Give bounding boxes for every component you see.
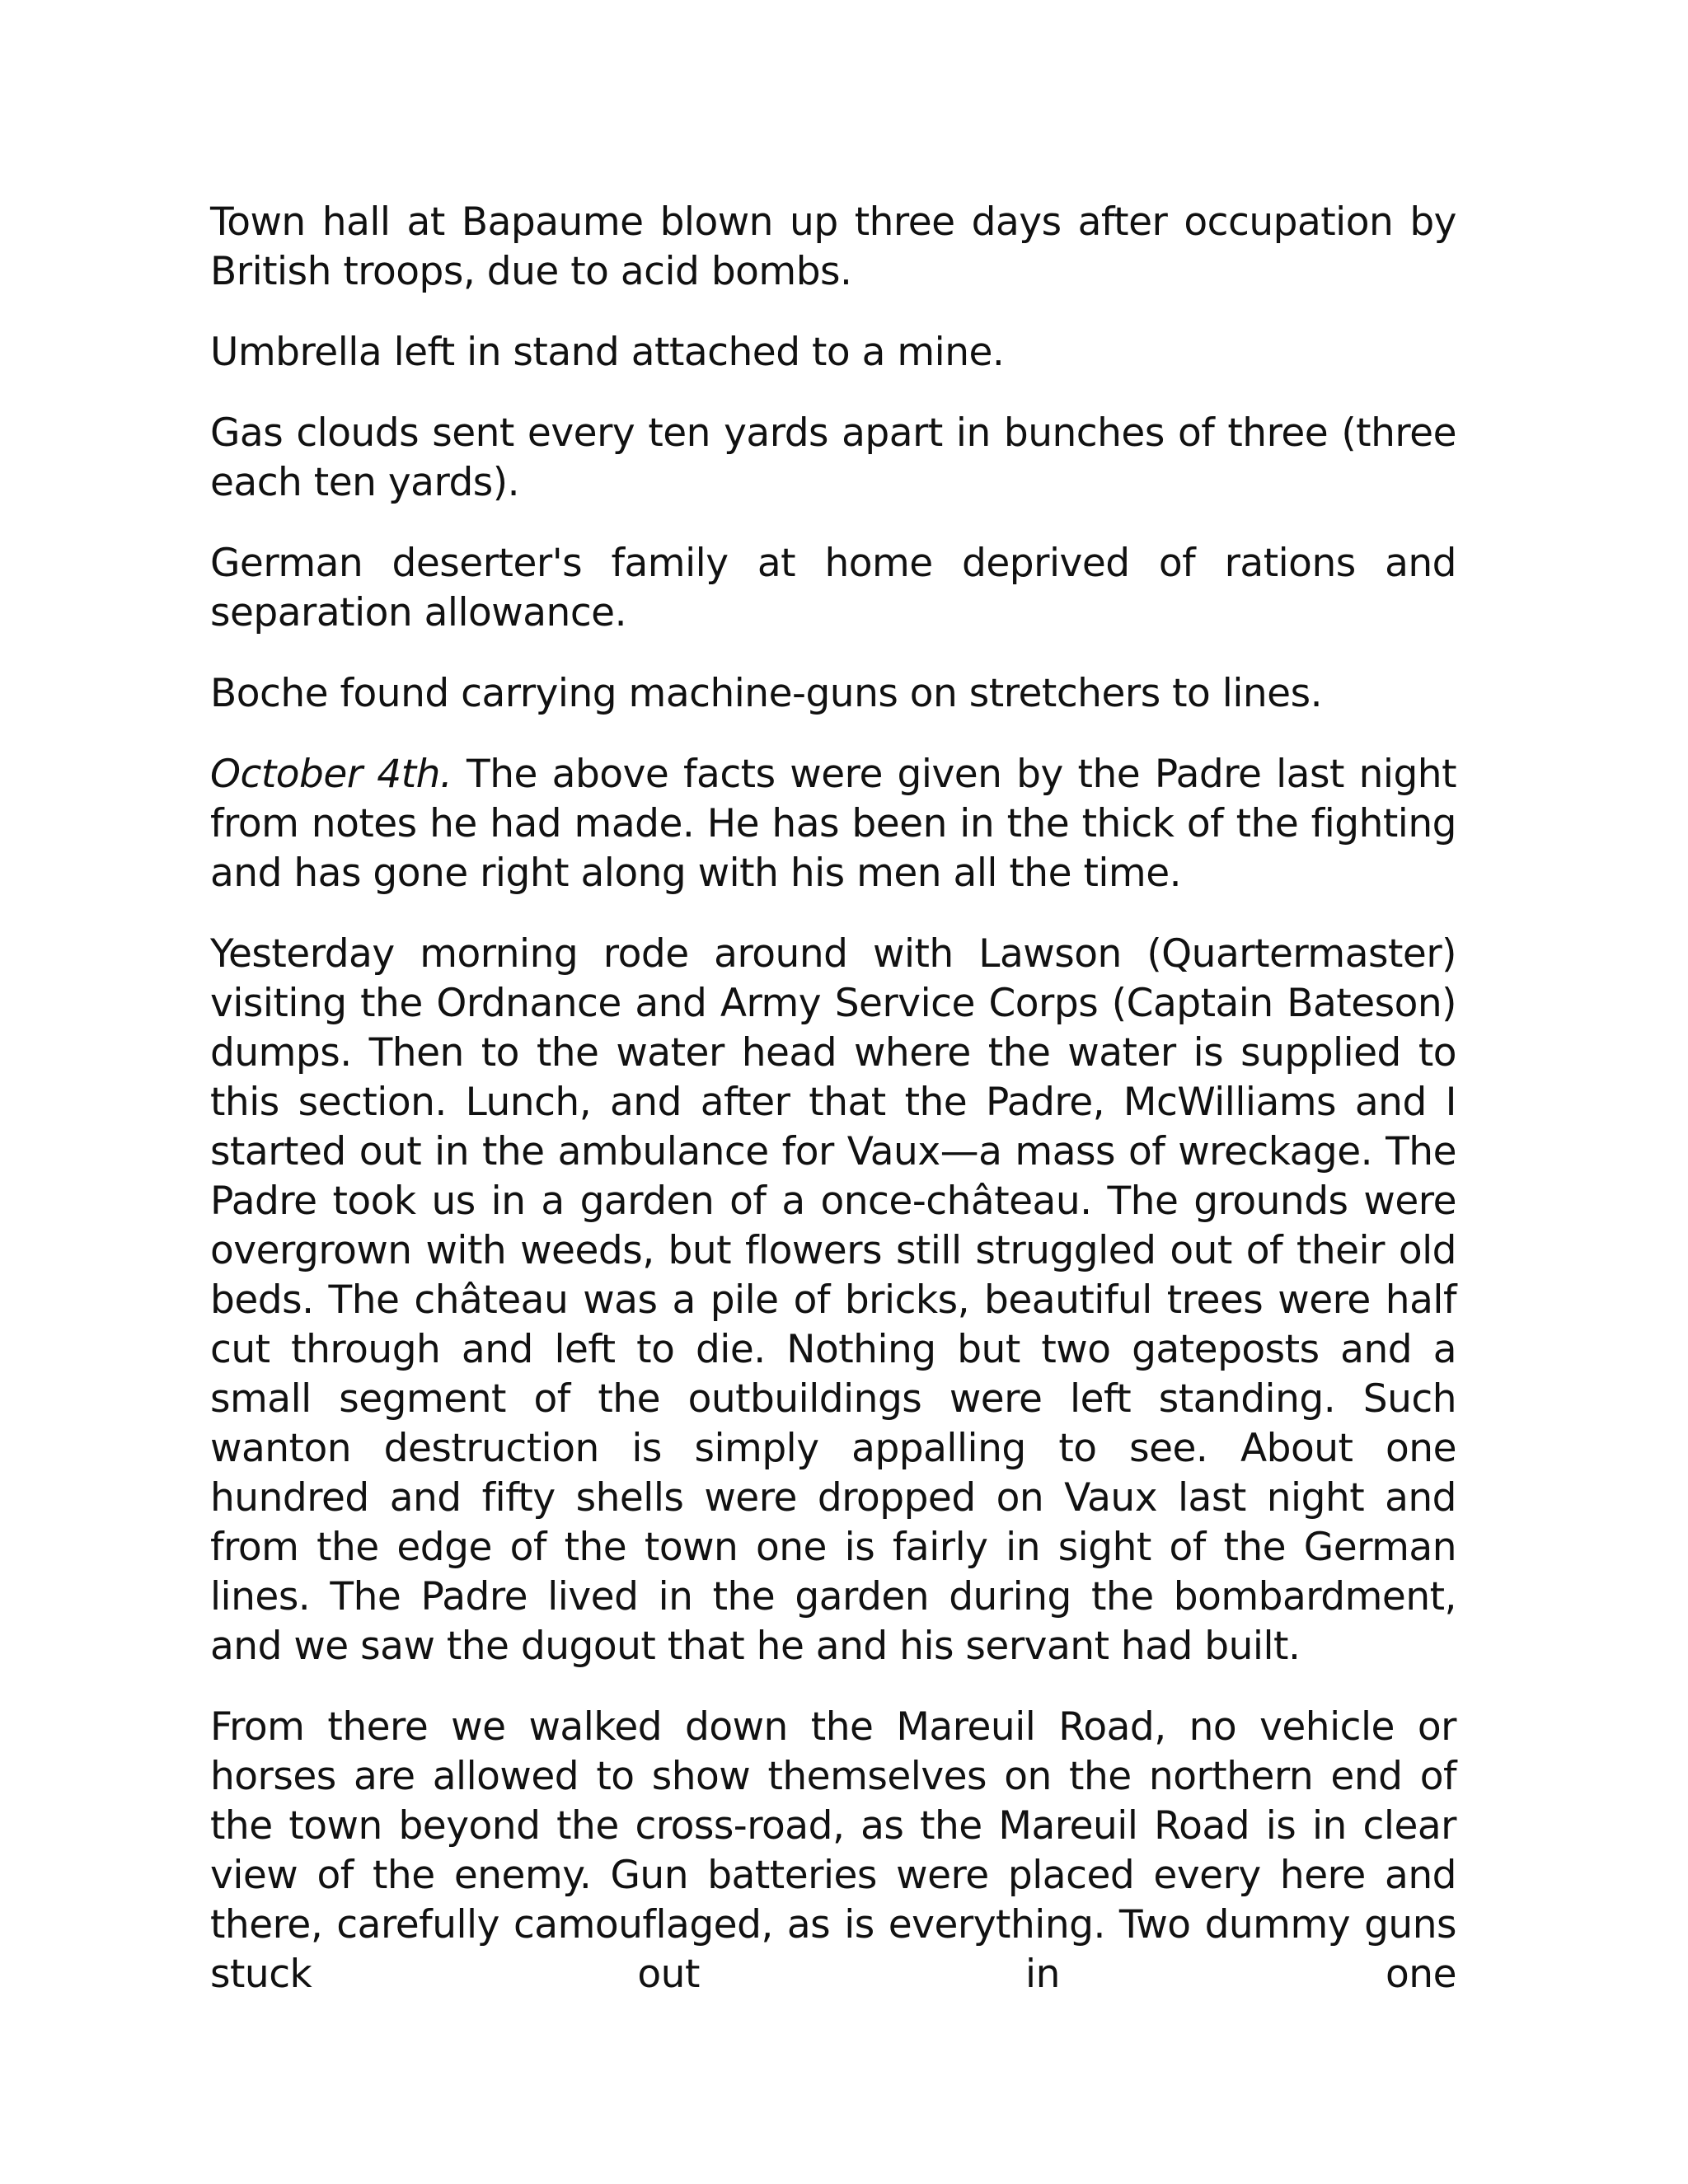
paragraph-deserter [210,539,1456,638]
paragraph-text: Boche found carrying machine-guns on stretchers to lines. [210,671,1323,716]
paragraph-text: Umbrella left in stand attached to a mine. [210,330,1005,375]
paragraph-vaux [210,930,1456,1671]
paragraph-bapaume [210,198,1456,297]
paragraph-boche [210,669,1456,719]
document-page [210,198,1456,1999]
paragraph-mareuil-road [210,1703,1456,1999]
paragraph-gas-clouds [210,409,1456,508]
entry-date: October 4th. [210,752,452,797]
paragraph-text: Yesterday morning rode around with Lawson (Quartermaster) visiting the Ordnance and Army Service Corps (Captain Bateson) dumps. Then to the water head where the water is supplied to this section. Lunch, and after that the Padre, McWilliams and I started out in the ambulance for Vaux—a mass of wreckage. The Padre took us in a garden of a once-château. The grounds were overgrown with weeds, but flowers still struggled out of their old beds. The château was a pile of bricks, beautiful trees were half cut through and left to die. Nothing but two gateposts and a small segment of the outbuildings were left standing. Such wanton destruction is simply appalling to see. About one hundred and fifty shells were dropped on Vaux last night and from the edge of the town one is fairly in sight of the German lines. The Padre lived in the garden during the bombardment, and we saw the dugout that he and his servant had built. [210,931,1456,1669]
paragraph-text: Gas clouds sent every ten yards apart in bunches of three (three each ten yards). [210,410,1456,505]
paragraph-text: Town hall at Bapaume blown up three days after occupation by British troops, due to acid bombs. [210,199,1456,294]
paragraph-umbrella [210,328,1456,377]
paragraph-text: From there we walked down the Mareuil Road, no vehicle or horses are allowed to show themselves on the northern end of the town beyond the cross-road, as the Mareuil Road is in clear view of the enemy. Gun batteries were placed every here and there, carefully camouflaged, as is everything. Two dummy guns stuck out in one [210,1704,1456,1997]
paragraph-text: German deserter's family at home deprived of rations and separation allowance. [210,541,1456,635]
paragraph-text: The above facts were given by the Padre last night from notes he had made. He has been in the thick of the fighting and has gone right along with his men all the time. [210,752,1456,896]
paragraph-october-4th [210,750,1456,898]
